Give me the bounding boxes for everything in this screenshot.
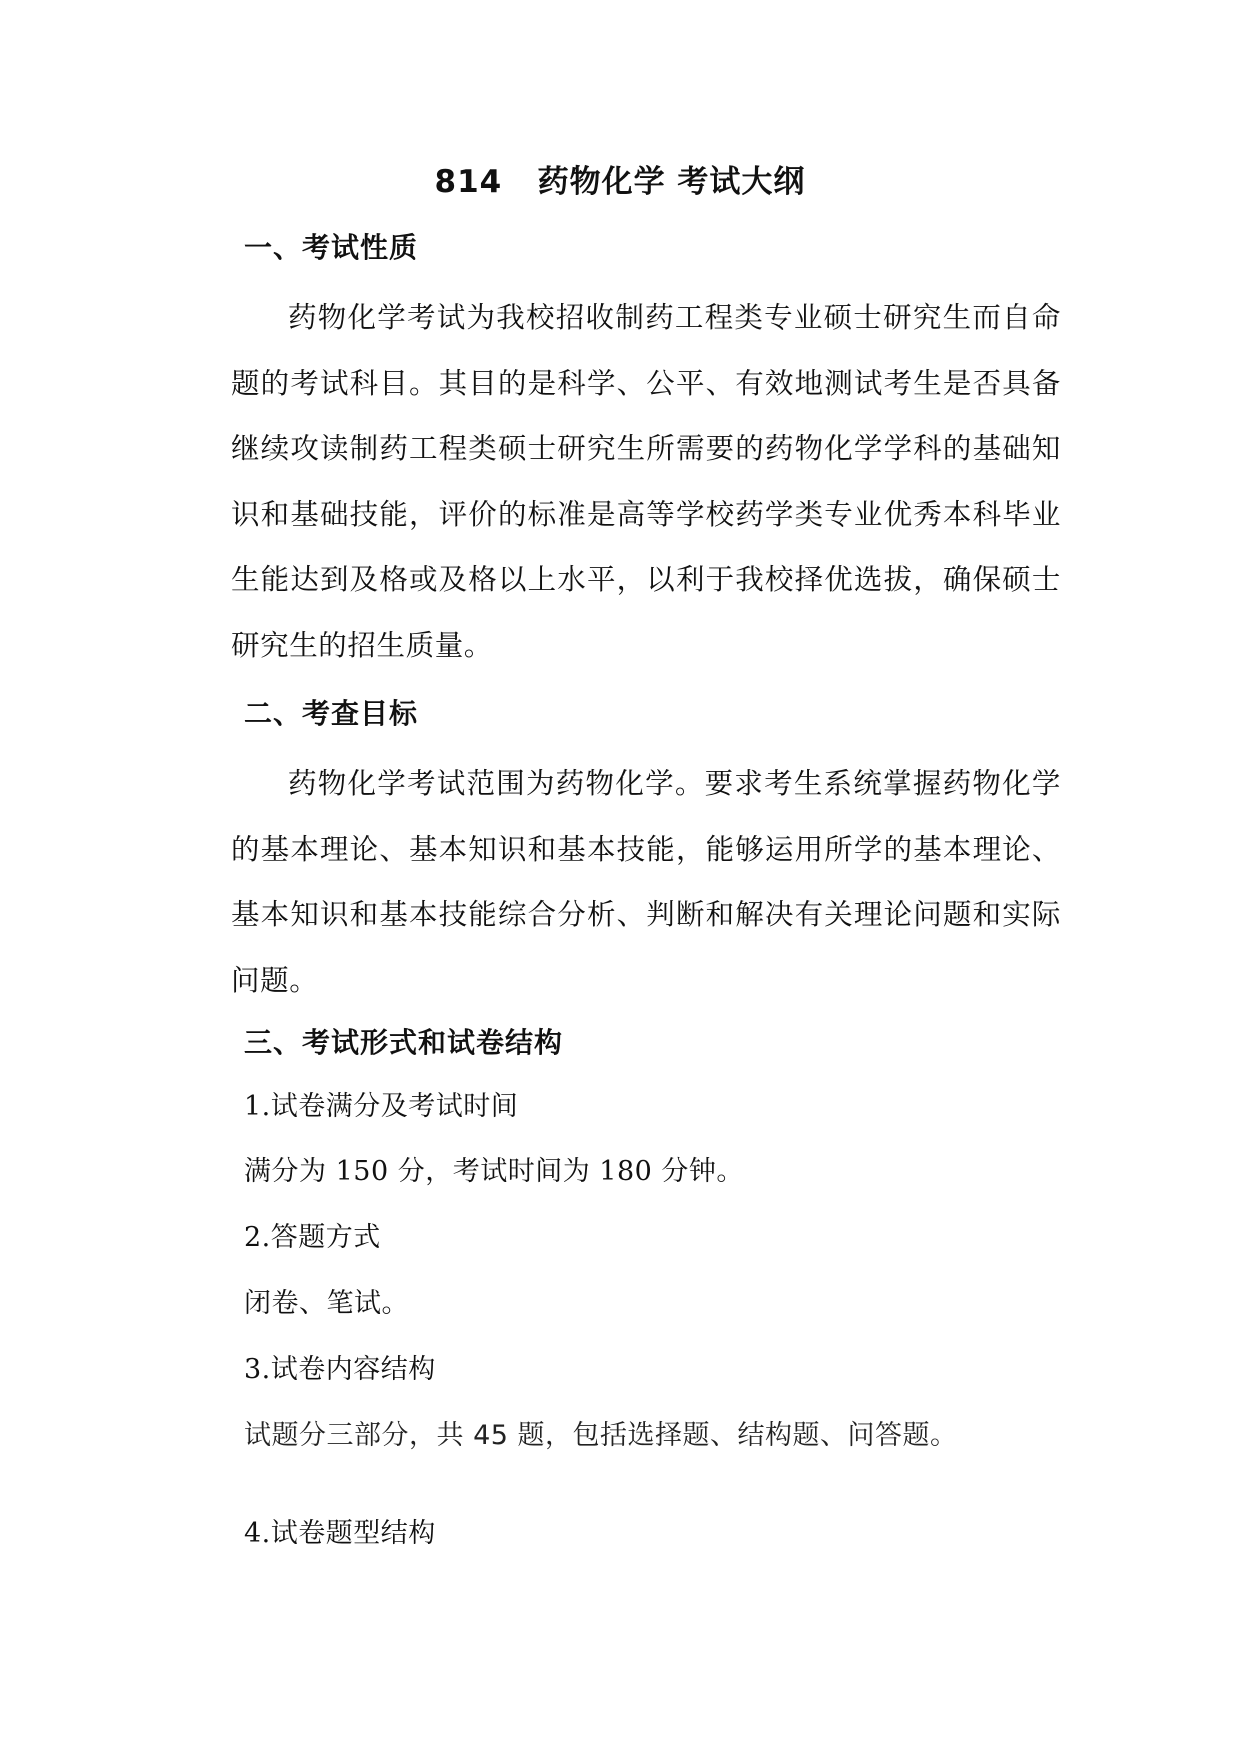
item-label-full-score-time: 1.试卷满分及考试时间 — [244, 1091, 519, 1122]
item-text-full-score-time: 满分为 150 分，考试时间为 180 分钟。 — [244, 1156, 744, 1187]
item-label-answer-method: 2.答题方式 — [244, 1222, 381, 1253]
page-title: 814 药物化学 考试大纲 — [434, 164, 806, 200]
item-text-answer-method: 闭卷、笔试。 — [244, 1288, 409, 1319]
item-label-question-type-structure: 4.试卷题型结构 — [244, 1518, 436, 1549]
section-heading-exam-objectives: 二、考查目标 — [244, 697, 419, 730]
section-paragraph-exam-objectives: 药物化学考试范围为药物化学。要求考生系统掌握药物化学的基本理论、基本知识和基本技能，能够运用所学的基本理论、基本知识和基本技能综合分析、判断和解决有关理论问题和实际问题。 — [231, 767, 1061, 997]
section-heading-exam-format: 三、考试形式和试卷结构 — [244, 1026, 564, 1059]
item-text-content-structure: 试题分三部分，共 45 题，包括选择题、结构题、问答题。 — [244, 1420, 958, 1451]
section-heading-exam-nature: 一、考试性质 — [244, 231, 419, 264]
item-label-content-structure: 3.试卷内容结构 — [244, 1354, 436, 1385]
section-paragraph-exam-nature: 药物化学考试为我校招收制药工程类专业硕士研究生而自命题的考试科目。其目的是科学、公平、有效地测试考生是否具备继续攻读制药工程类硕士研究生所需要的药物化学学科的基础知识和基础技能，评价的标准是高等学校药学类专业优秀本科毕业生能达到及格或及格以上水平，以利于我校择优选拔，确保硕士研究生的招生质量。 — [231, 301, 1061, 662]
